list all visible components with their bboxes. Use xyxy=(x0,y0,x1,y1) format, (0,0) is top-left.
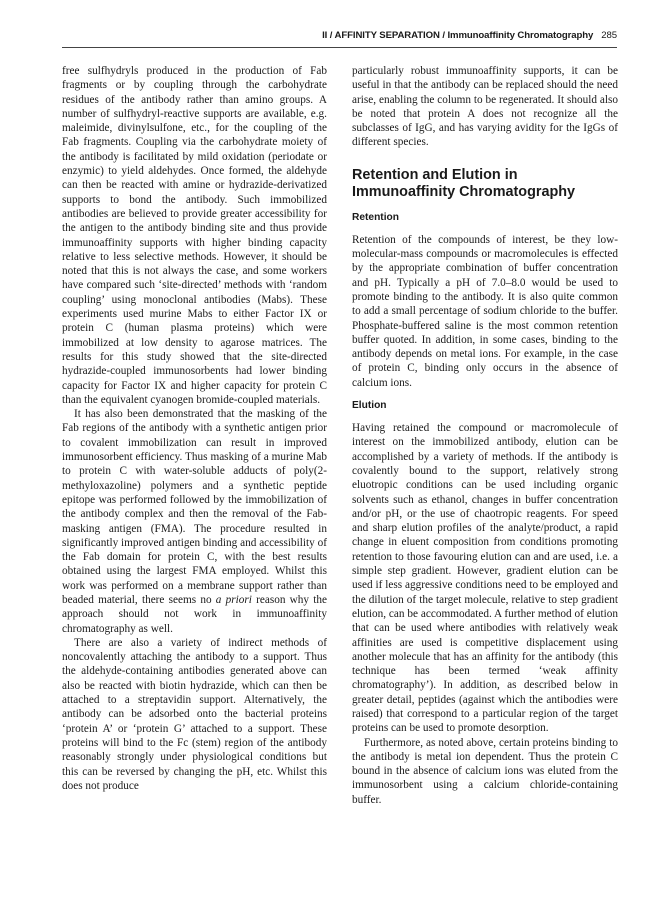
subsection-heading-elution: Elution xyxy=(352,400,387,412)
paragraph: Retention of the compounds of interest, be they low-molecular-mass compounds or macromolecules is effected by the appropriate combination of buffer concentration and pH. Typically a pH of 7.0–8.0 would be used to promote binding to the antibody. It is also quite common to add a small percentage of sodium chloride to the buffer. Phosphate-buffered saline is the most common retention buffer quoted. In addition, in some cases, binding to the antibody depends on metal ions. For example, in the case of protein C, binding only occurs in the absence of calcium ions. xyxy=(352,233,618,389)
paragraph: Having retained the compound or macromolecule of interest on the immobilized antibody, elution can be accomplished by a variety of methods. If the antibody is covalently bound to the support, relatively strong eluotropic conditions can be used including organic solvents such as ethanol, changes in buffer concentration and/or pH, or the use of chaotropic reagents. For speed and sharp elution profiles of the analyte/product, a rapid change in eluent composition from conditions promoting retention to those favouring elution can and are used, i.e. a simple step gradient. However, gradient elution can be used if less aggressive conditions need to be employed and the dilution of the target molecule, relative to step gradient elution, can be accommodated. A further method of elution that can be used where antibodies with relatively weak affinities are used is competitive displacement using another molecule that has an affinity for the antibody (this technique has been termed ‘weak affinity chromatography’). In addition, as described below in greater detail, peptides (against which the antibodies were raised) that correspond to a particular region of the target proteins can be used to promote desorption. xyxy=(352,422,618,735)
paragraph: free sulfhydryls produced in the production of Fab fragments or by coupling through the carbohydrate residues of the antibody rather than amino groups. A number of sulfhydryl-reactive supports are available, e.g. maleimide, divinylsulfone, etc., for the coupling of the Fab fragments. Coupling via the carbohydrate moiety of the antibody is facilitated by mild oxidation (periodate or enzymic) to yield aldehydes. Once formed, the aldehyde can then be reacted with amine or hydrazide-derivatized supports to bond the antibody. Such immobilized antibodies are believed to provide greater accessibility for the antigen to the antibody binding site and thus provide immunoaffinity supports with higher binding capacity relative to less selective methods. However, it should be noted that this is not always the case, and some workers have compared such ‘site-directed’ methods with ‘random coupling’ using monoclonal antibodies (Mabs). These experiments used murine Mabs to either Factor IX or protein C (human plasma proteins) which were immobilized at low density to agarose matrices. The results for this study showed that the site-directed hydrazide-coupled immunosorbents had lower binding capacity for Factor IX and higher capacity for protein C than the equivalent cyanogen bromide-coupled materials. xyxy=(62,65,327,406)
running-title: II / AFFINITY SEPARATION / Immunoaffinity Chromatography xyxy=(322,30,594,41)
paragraph-text: It has also been demonstrated that the masking of the Fab regions of the antibody with a synthetic antigen prior to covalent immobilization can result in improved immunosorbent efficiency. Thus masking of a murine Mab to protein C with water-soluble adducts of poly(2-methyloxazoline) polymers and a synthetic peptide epitope was performed followed by the immobilization of the antibody complex and then the removal of the Fab-masking antigen (FMA). The procedure resulted in significantly improved antigen binding and accessibility of the Fab domain for protein C, with the best results obtained using the largest FMA employed. Whilst this work was performed on a membrane support rather than beaded material, there seems no xyxy=(62,408,327,606)
left-column xyxy=(62,64,327,793)
paragraph: particularly robust immunoaffinity supports, it can be useful in that the antibody can be replaced should the need arise, enabling the column to be regenerated. It should also be noted that protein A does not recognize all the subclasses of IgG, and has varying avidity for the IgGs of different species. xyxy=(352,65,618,149)
running-header xyxy=(62,30,617,46)
italic-phrase: a priori xyxy=(215,593,252,606)
paragraph: There are also a variety of indirect methods of noncovalently attaching the antibody to a support. Thus the aldehyde-containing antibodies generated above can also be reacted with biotin hydrazide, which can then be attached to a streptavidin support. Alternatively, the antibody can be adsorbed onto the bacterial proteins ‘protein A’ or ‘protein G’ attached to a support. These proteins will bind to the Fc (stem) region of the antibody reasonably strongly under physiological conditions but this can be reversed by changing the pH, etc. Whilst this does not produce xyxy=(62,636,327,792)
subsection-heading-retention: Retention xyxy=(352,211,399,223)
paragraph xyxy=(62,407,327,636)
section-heading: Retention and Elution in Immunoaffinity Chromatography xyxy=(352,166,576,200)
paragraph-text: reason why the approach should not work in immunoaffinity chromatography as well. xyxy=(62,593,327,635)
page-number: 285 xyxy=(601,30,617,41)
paragraph: Furthermore, as noted above, certain proteins binding to the antibody is metal ion dependent. Thus the protein C bound in the absence of calcium ions was eluted from the immunosorbent using a calcium chloride-containing buffer. xyxy=(352,736,618,806)
right-column xyxy=(352,64,618,807)
header-rule xyxy=(62,47,617,48)
